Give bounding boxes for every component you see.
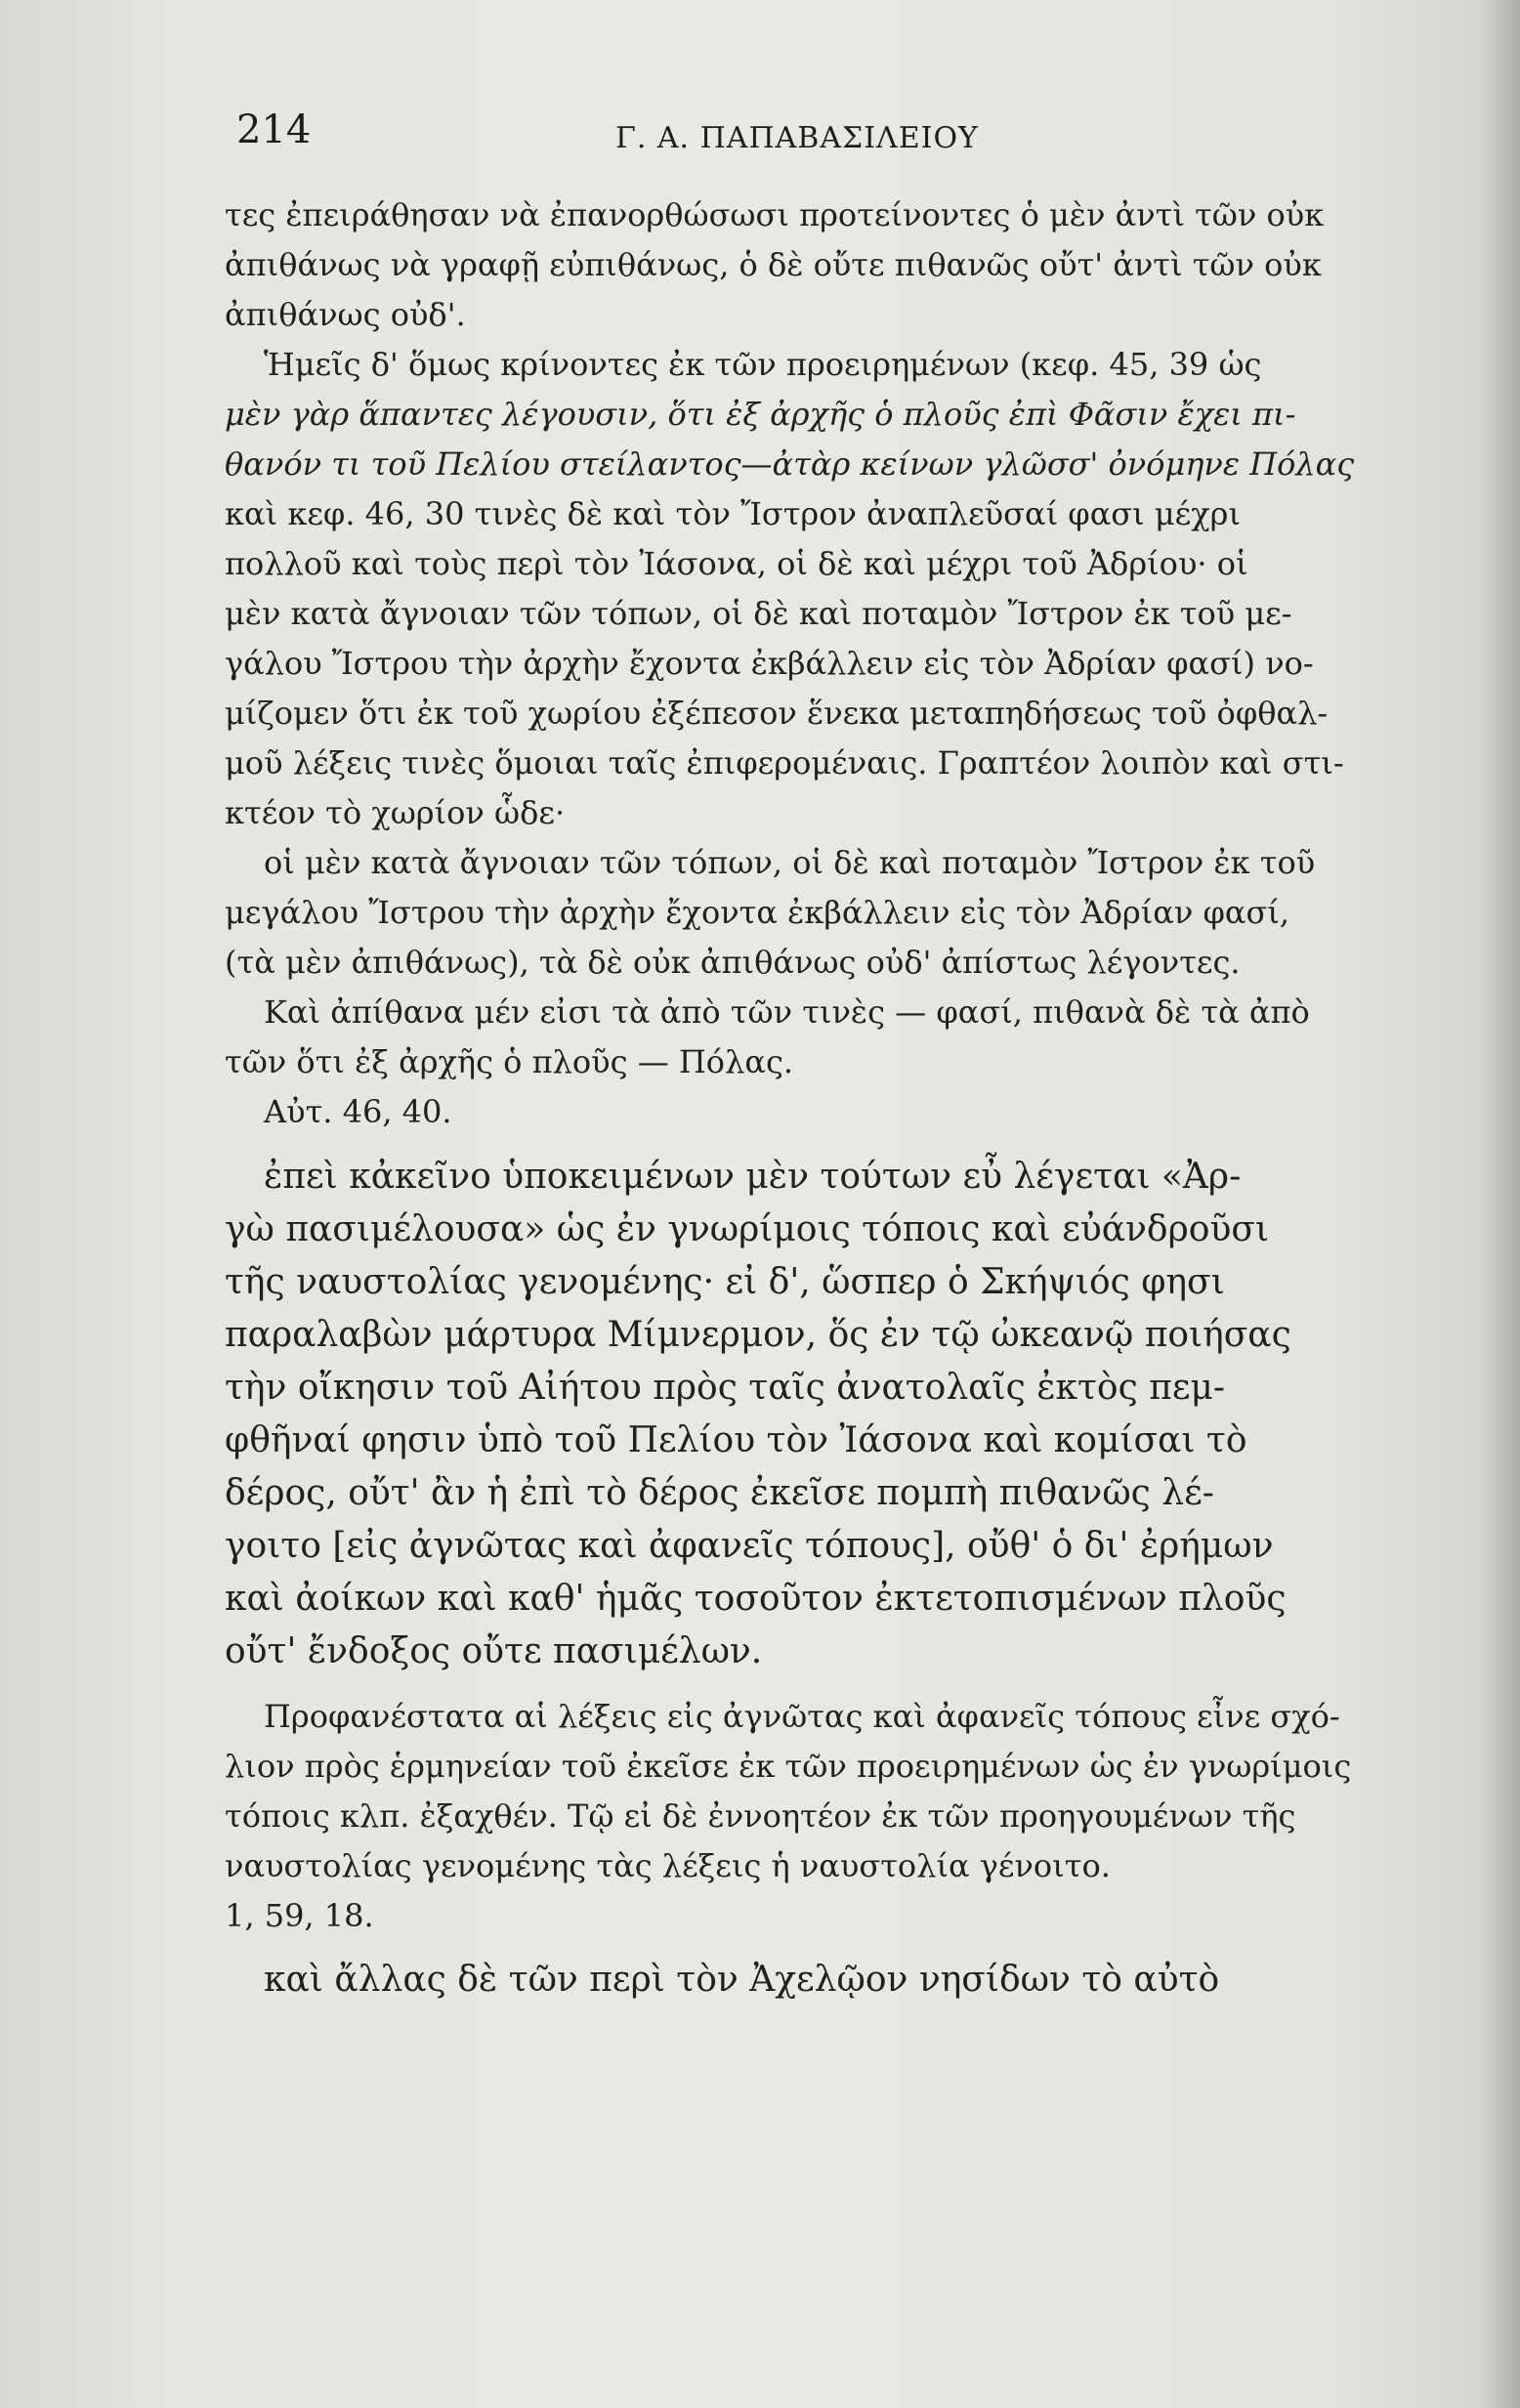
text-line: τὴν οἴκησιν τοῦ Αἰήτου πρὸς ταῖς ἀνατολαῖς ἐκτὸς πεμ-: [225, 1368, 1226, 1408]
text-line: Ἡμεῖς δ' ὅμως κρίνοντες ἐκ τῶν προειρημένων (κεφ. 45, 39 ὡς: [264, 346, 1262, 383]
text-line: Αὐτ. 46, 40.: [264, 1093, 452, 1130]
text-line: παραλαβὼν μάρτυρα Μίμνερμον, ὅς ἐν τῷ ὠκεανῷ ποιήσας: [225, 1315, 1291, 1355]
text-line: ἀπιθάνως οὐδ'.: [225, 296, 466, 333]
text-line: μὲν κατὰ ἄγνοιαν τῶν τόπων, οἱ δὲ καὶ ποταμὸν Ἴστρον ἐκ τοῦ με-: [225, 595, 1292, 632]
text-line: καὶ ἄλλας δὲ τῶν περὶ τὸν Ἀχελῷον νησίδων τὸ αὐτὸ: [264, 1960, 1220, 2000]
text-line: τῶν ὅτι ἐξ ἀρχῆς ὁ πλοῦς — Πόλας.: [225, 1043, 794, 1080]
page-header: [0, 107, 1520, 166]
text-line: φθῆναί φησιν ὑπὸ τοῦ Πελίου τὸν Ἰάσονα καὶ κομίσαι τὸ: [225, 1420, 1247, 1460]
page-number: 214: [236, 107, 312, 152]
text-line: θανόν τι τοῦ Πελίου στείλαντος—ἀτὰρ κείνων γλῶσσ' ὀνόμηνε Πόλας: [225, 445, 1355, 483]
text-line: 1, 59, 18.: [225, 1897, 374, 1934]
page-edge-shadow: [1481, 0, 1520, 2408]
page-body: [225, 190, 1416, 2005]
text-line: πολλοῦ καὶ τοὺς περὶ τὸν Ἰάσονα, οἱ δὲ καὶ μέχρι τοῦ Ἀδρίου· οἱ: [225, 545, 1248, 582]
text-line: γὼ πασιμέλουσα» ὡς ἐν γνωρίμοις τόποις καὶ εὐάνδροῦσι: [225, 1209, 1270, 1249]
quoted-passage: [225, 1151, 1416, 1678]
spacer: [225, 1941, 1416, 1955]
text-line: τόποις κλπ. ἐξαχθέν. Τῷ εἰ δὲ ἐννοητέον ἐκ τῶν προηγουμένων τῆς: [225, 1797, 1296, 1835]
text-line: μίζομεν ὅτι ἐκ τοῦ χωρίου ἐξέπεσον ἕνεκα μεταπηδήσεως τοῦ ὀφθαλ-: [225, 695, 1329, 732]
text-line: τες ἐπειράθησαν νὰ ἐπανορθώσωσι προτείνοντες ὁ μὲν ἀντὶ τῶν οὐκ: [225, 196, 1325, 233]
text-line: οἱ μὲν κατὰ ἄγνοιαν τῶν τόπων, οἱ δὲ καὶ ποταμὸν Ἴστρον ἐκ τοῦ: [264, 844, 1316, 881]
spacer: [225, 1137, 1416, 1151]
spacer: [225, 1678, 1416, 1692]
text-line: λιον πρὸς ἑρμηνείαν τοῦ ἐκεῖσε ἐκ τῶν προειρημένων ὡς ἐν γνωρίμοις: [225, 1748, 1352, 1785]
text-line: γοιτο [εἰς ἀγνῶτας καὶ ἀφανεῖς τόπους], οὔθ' ὁ δι' ἐρήμων: [225, 1526, 1274, 1566]
text-line: γάλου Ἴστρου τὴν ἀρχὴν ἔχοντα ἐκβάλλειν εἰς τὸν Ἀδρίαν φασί) νο-: [225, 645, 1314, 682]
text-line: ἐπεὶ κἀκεῖνο ὑποκειμένων μὲν τούτων εὖ λέγεται «Ἀρ-: [264, 1157, 1242, 1197]
text-line: κτέον τὸ χωρίον ὧδε·: [225, 794, 566, 831]
text-line: δέρος, οὔτ' ἂν ἡ ἐπὶ τὸ δέρος ἐκεῖσε πομπὴ πιθανῶς λέ-: [225, 1473, 1214, 1513]
running-head: Γ. Α. ΠΑΠΑΒΑΣΙΛΕΙΟΥ: [615, 121, 979, 155]
text-line: μοῦ λέξεις τινὲς ὅμοιαι ταῖς ἐπιφερομέναις. Γραπτέον λοιπὸν καὶ στι-: [225, 744, 1344, 782]
text-line: καὶ ἀοίκων καὶ καθ' ἡμᾶς τοσοῦτον ἐκτετοπισμένων πλοῦς: [225, 1579, 1287, 1619]
text-line: Προφανέστατα αἱ λέξεις εἰς ἀγνῶτας καὶ ἀφανεῖς τόπους εἶνε σχό-: [264, 1698, 1340, 1735]
text-line: τῆς ναυστολίας γενομένης· εἰ δ', ὥσπερ ὁ Σκήψιός φησι: [225, 1262, 1225, 1302]
text-line: μὲν γὰρ ἅπαντες λέγουσιν, ὅτι ἐξ ἀρχῆς ὁ πλοῦς ἐπὶ Φᾶσιν ἔχει πι-: [225, 396, 1296, 433]
text-line: Καὶ ἀπίθανα μέν εἰσι τὰ ἀπὸ τῶν τινὲς — φασί, πιθανὰ δὲ τὰ ἀπὸ: [264, 993, 1310, 1031]
text-line: καὶ κεφ. 46, 30 τινὲς δὲ καὶ τὸν Ἴστρον ἀναπλεῦσαί φασι μέχρι: [225, 495, 1241, 532]
text-line: ναυστολίας γενομένης τὰς λέξεις ἡ ναυστολία γένοιτο.: [225, 1847, 1111, 1884]
text-line: μεγάλου Ἴστρου τὴν ἀρχὴν ἔχοντα ἐκβάλλειν εἰς τὸν Ἀδρίαν φασί,: [225, 894, 1290, 931]
text-line: οὔτ' ἔνδοξος οὔτε πασιμέλων.: [225, 1631, 763, 1671]
text-line: (τὰ μὲν ἀπιθάνως), τὰ δὲ οὐκ ἀπιθάνως οὐδ' ἀπίστως λέγοντες.: [225, 944, 1241, 981]
text-line: ἀπιθάνως νὰ γραφῇ εὐπιθάνως, ὁ δὲ οὔτε πιθανῶς οὔτ' ἀντὶ τῶν οὐκ: [225, 246, 1322, 283]
